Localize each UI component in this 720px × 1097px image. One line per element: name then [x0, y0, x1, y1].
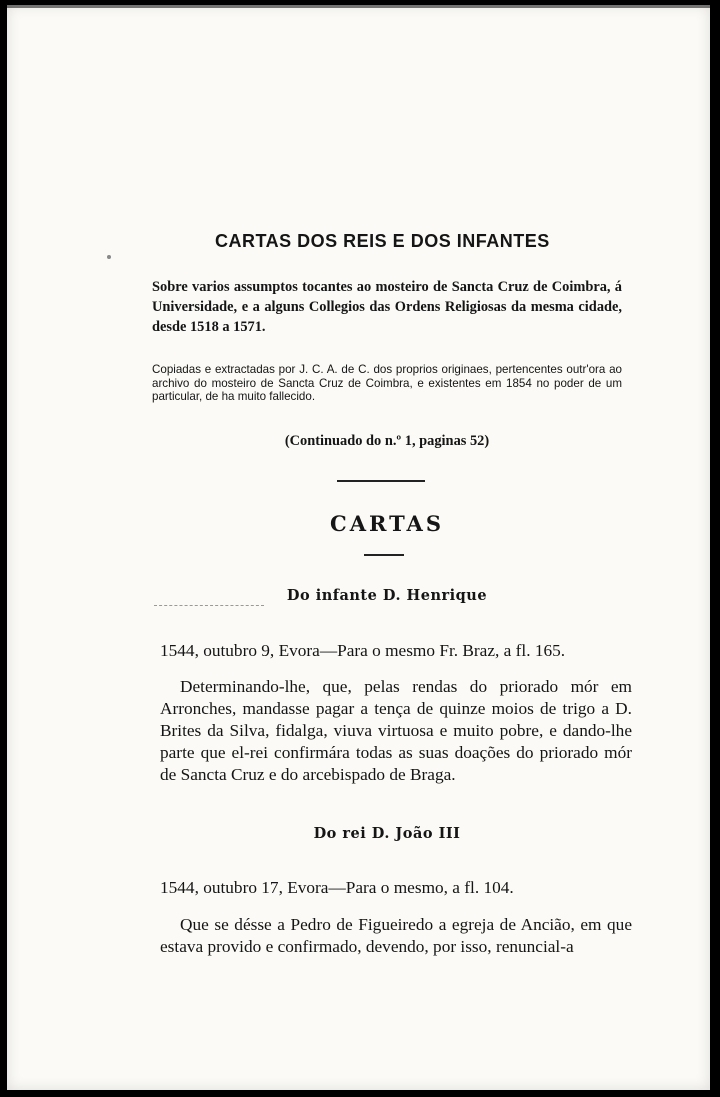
divider-rule	[337, 480, 425, 482]
letter-heading: 1544, outubro 17, Evora—Para o mesmo, a fl. 104.	[160, 878, 514, 897]
letter-sender: Do rei D. João III	[313, 825, 461, 842]
continuation-note: (Continuado do n.º 1, paginas 52)	[284, 433, 490, 449]
dotted-leader	[154, 605, 264, 606]
margin-spot	[107, 255, 111, 259]
letter-body: Que se désse a Pedro de Figueiredo a egreja de Ancião, em que estava provido e confirmado, devendo, por isso, renuncial-a	[160, 915, 632, 956]
letter-heading: 1544, outubro 9, Evora—Para o mesmo Fr. Braz, a fl. 165.	[160, 641, 566, 660]
letter-sender: Do infante D. Henrique	[286, 587, 488, 604]
section-underline	[364, 554, 404, 556]
section-title: CARTAS	[329, 511, 445, 536]
provenance-note: Copiadas e extractadas por J. C. A. de C. dos proprios originaes, pertencentes outr'ora ao archivo do mosteiro de Sancta Cruz de Coimbra, e existentes em 1854 no poder de um particular, de ha muito fallecido.	[152, 363, 622, 403]
document-title: CARTAS DOS REIS E DOS INFANTES	[215, 231, 550, 251]
letter-body: Determinando-lhe, que, pelas rendas do priorado mór em Arronches, mandasse pagar a tença de quinze moios de trigo a D. Brites da Silva, fidalga, viuva virtuosa e muito pobre, e dando-lhe parte que el-rei confirmára todas as suas doações do priorado mór de Sancta Cruz e do arcebispado de Braga.	[160, 677, 632, 784]
document-page	[7, 5, 710, 1090]
document-subtitle: Sobre varios assumptos tocantes ao mosteiro de Sancta Cruz de Coimbra, á Universidade, e a alguns Collegios das Ordens Religiosas da mesma cidade, desde 1518 a 1571.	[152, 279, 622, 335]
top-border-rule	[7, 5, 710, 8]
